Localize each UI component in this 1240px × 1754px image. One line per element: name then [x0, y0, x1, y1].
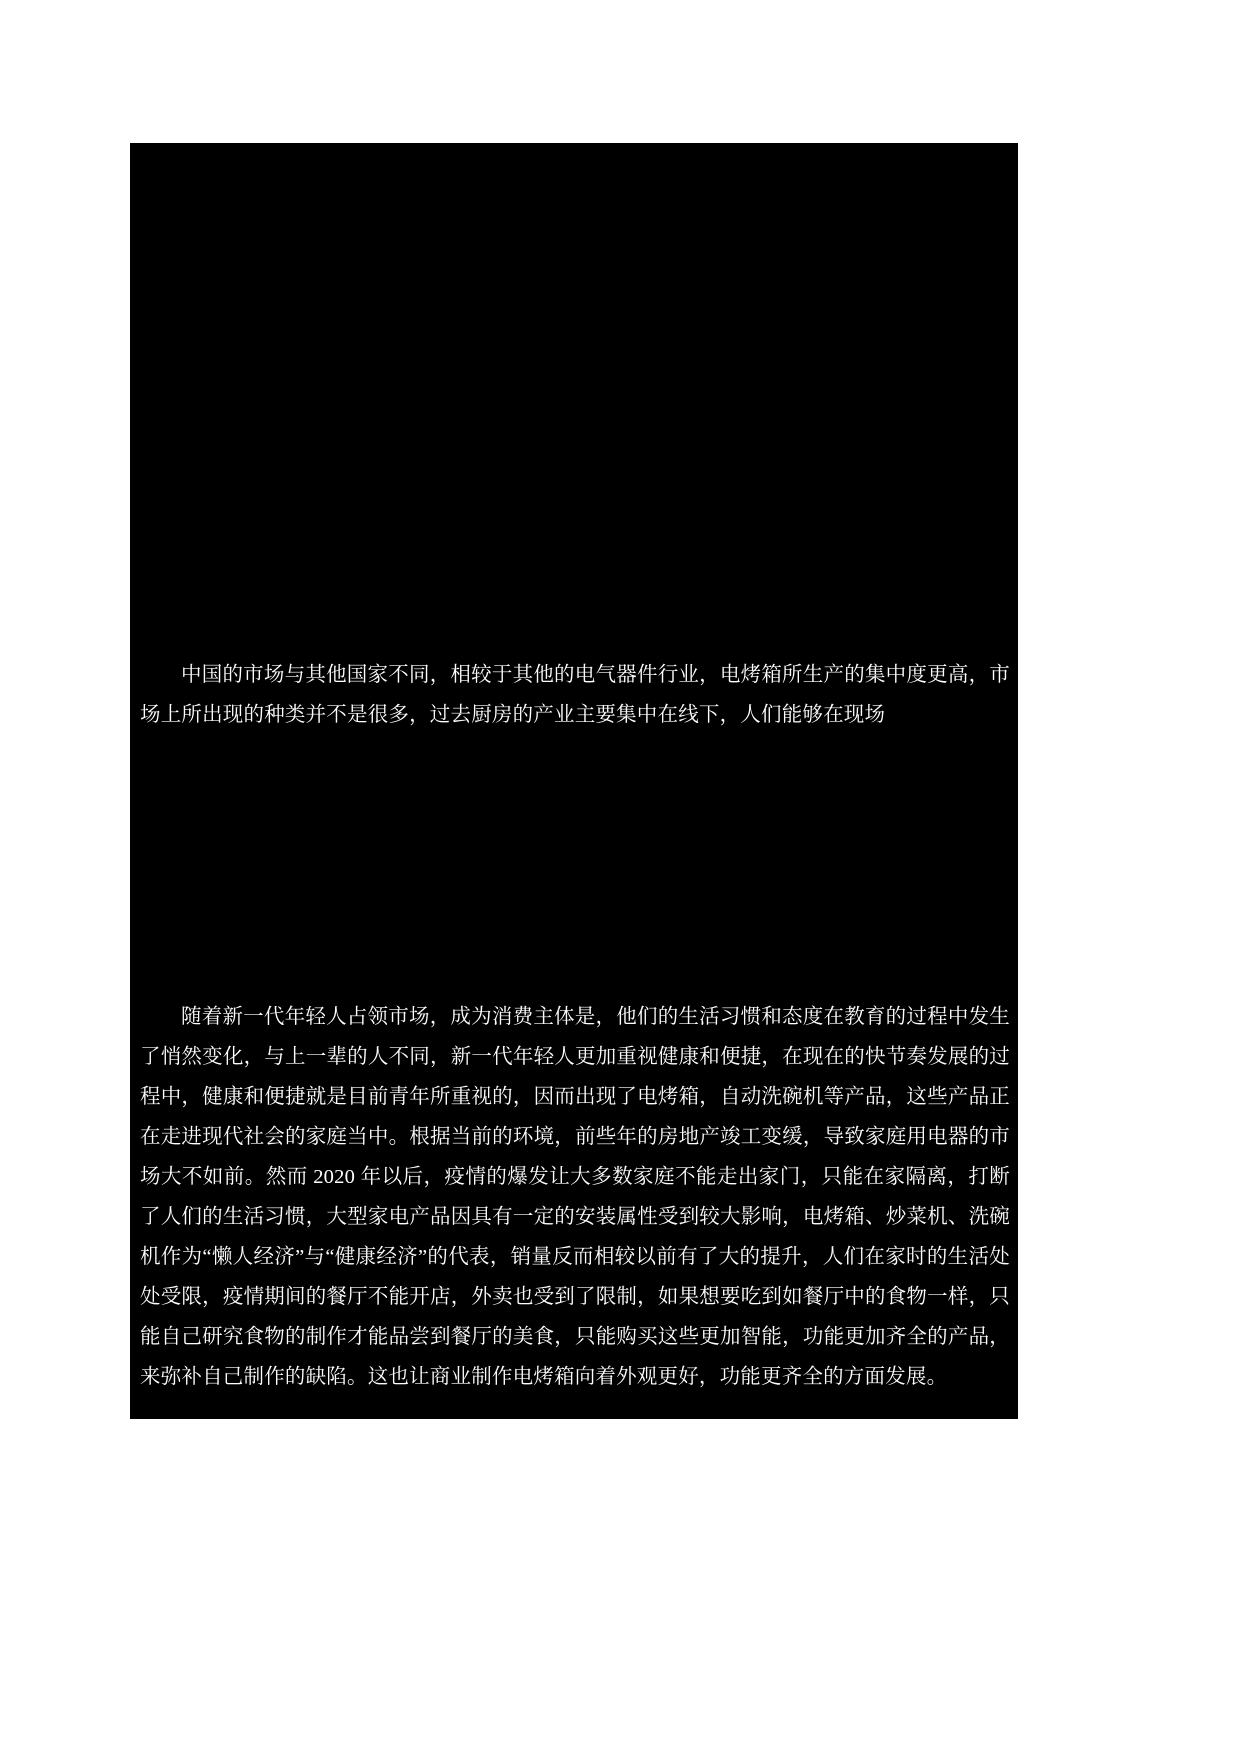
document-content-block	[130, 143, 1018, 1419]
redacted-block-top	[130, 143, 1018, 655]
paragraph-young-consumers-text: 随着新一代年轻人占领市场，成为消费主体是，他们的生活习惯和态度在教育的过程中发生了悄然变化，与上一辈的人不同，新一代年轻人更加重视健康和便捷，在现在的快节奏发展的过程中，健康和便捷就是目前青年所重视的，因而出现了电烤箱，自动洗碗机等产品，这些产品正在走进现代社会的家庭当中。根据当前的环境，前些年的房地产竣工变缓，导致家庭用电器的市场大不如前。然而 2020 年以后，疫情的爆发让大多数家庭不能走出家门，只能在家隔离，打断了人们的生活习惯，大型家电产品因具有一定的安装属性受到较大影响，电烤箱、炒菜机、洗碗机作为“懒人经济”与“健康经济”的代表，销量反而相较以前有了大的提升，人们在家时的生活处处受限，疫情期间的餐厅不能开店，外卖也受到了限制，如果想要吃到如餐厅中的食物一样，只能自己研究食物的制作才能品尝到餐厅的美食，只能购买这些更加智能，功能更加齐全的产品，来弥补自己制作的缺陷。这也让商业制作电烤箱向着外观更好，功能更齐全的方面发展。	[140, 1006, 1010, 1388]
redacted-block-bottom	[130, 1397, 1018, 1419]
paragraph-market-concentration-text: 中国的市场与其他国家不同，相较于其他的电气器件行业，电烤箱所生产的集中度更高，市场上所出现的种类并不是很多，过去厨房的产业主要集中在线下，人们能够在现场	[140, 664, 1010, 726]
paragraph-young-consumers	[130, 997, 1018, 1397]
redacted-block-middle	[130, 735, 1018, 997]
paragraph-market-concentration	[130, 655, 1018, 735]
